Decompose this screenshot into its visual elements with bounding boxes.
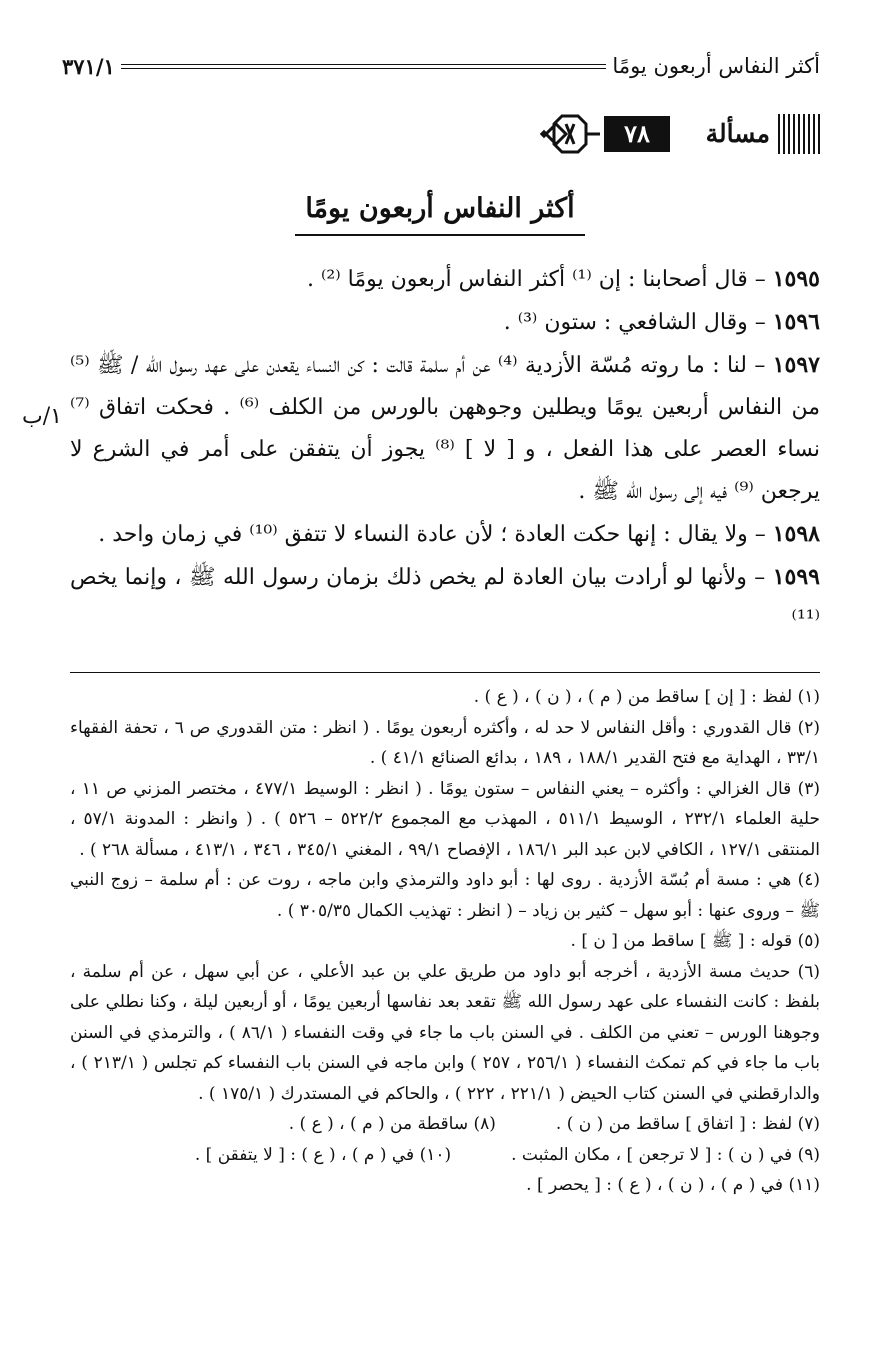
footnote-11: (١١) في ( م ) ، ( ن ) ، ( ع ) : [ يحصر ] . (526, 1175, 820, 1195)
masala-number: ٧٨ (604, 116, 670, 152)
paragraph-1595: ١٥٩٥ – قال أصحابنا : إن ⁽¹⁾ أكثر النفاس أربعون يومًا ⁽²⁾ . (307, 266, 820, 292)
footnote-7: (٧) لفظ : [ اتفاق ] ساقط من ( ن ) . (555, 1114, 820, 1134)
footnote-8: (٨) ساقطة من ( م ) ، ( ع ) . (288, 1114, 496, 1134)
footnote-10: (١٠) في ( م ) ، ( ع ) : [ لا يتفقن ] . (194, 1144, 452, 1165)
paragraph-1597: ١٥٩٧ – لنا : ما روته مُسّة الأزدية ⁽⁴⁾ عن أم سلمة قالت : كن النساء يقعدن على عهد رسول الله / ﷺ ⁽⁵⁾ من النفاس أربعين يومًا ويطلين وجوههن بالورس من الكلف ⁽⁶⁾ . فحكت اتفاق ⁽⁷⁾ نساء العصر على هذا الفعل ، و [ لا ] ⁽⁸⁾ يجوز أن يتفقن على أمر في الشرع لا يرجعن ⁽⁹⁾ فيه إلى رسول الله ﷺ . (70, 352, 820, 504)
footnote-row-7-8 (70, 1109, 820, 1140)
margin-folio-note: ١/ب (22, 404, 62, 429)
footnote-9: (٩) في ( ن ) : [ لا ترجعن ] ، مكان المثبت . (511, 1144, 820, 1165)
footnote-6: (٦) حديث مسة الأزدية ، أخرجه أبو داود من طريق علي بن عبد الأعلي ، عن أبي سهل ، عن أم سلمة ، بلفظ : كانت النفساء على عهد رسول الله ﷺ تقعد بعد نفاسها أربعين يومًا ، أو أربعين ليلة ، وكنا نطلي على وجوهنا الورس – تعني من الكلف . في السنن باب ما جاء في وقت النفساء ( ٨٦/١ ) ، والترمذي في السنن باب ما جاء في كم تمكث النفساء ( ٢٥٦/١ ، ٢٥٧ ) وابن ماجه في السنن باب النفساء كم تجلس ( ٢١٣/١ ) ، والدارقطني في السنن كتاب الحيض ( ٢٢١/١ ، ٢٢٢ ) ، والحاكم في المستدرك ( ١٧٥/١ ) . (70, 961, 821, 1104)
masala-banner (538, 106, 820, 162)
running-title: أكثر النفاس أربعون يومًا (612, 54, 820, 78)
geometric-ornament-icon (538, 106, 602, 162)
footnote-1: (١) لفظ : [ إن ] ساقط من ( م ) ، ( ن ) ، ( ع ) . (473, 687, 820, 707)
page-number: ٣٧١/١ (62, 53, 115, 79)
main-text (70, 258, 820, 641)
footnote-5: (٥) قوله : [ ﷺ ] ساقط من [ ن ] . (570, 931, 820, 951)
paragraph-1598: ١٥٩٨ – ولا يقال : إنها حكت العادة ؛ لأن عادة النساء لا تتفق ⁽¹⁰⁾ في زمان واحد . (98, 521, 820, 547)
paragraph-1596: ١٥٩٦ – وقال الشافعي : ستون ⁽³⁾ . (503, 309, 820, 335)
footnote-divider (70, 672, 820, 673)
banner-bars-ornament (778, 114, 820, 154)
footnotes (70, 682, 820, 1201)
footnote-4: (٤) هي : مسة أم بُسّة الأزدية . روى لها : أبو داود والترمذي وابن ماجه ، روت عن : أم سلمة – زوج النبي ﷺ – وروى عنها : أبو سهل – كثير بن زياد – ( انظر : تهذيب الكمال ٣٠٥/٣٥ ) . (70, 870, 820, 921)
running-header (62, 50, 820, 82)
footnote-3: (٣) قال الغزالي : وأكثره – يعني النفاس – ستون يومًا . ( انظر : الوسيط ٤٧٧/١ ، مختصر المزني ص ١١ ، حلية العلماء ٢٣٢/١ ، الوسيط ٥١١/١ ، المهذب مع المجموع ٥٢٢/٢ – ٥٢٦ ) . ( وانظر : المدونة ٥٧/١ ، المنتقى ١٢٧/١ ، الكافي لابن عبد البر ١٨٦/١ ، الإفصاح ٩٩/١ ، المغني ٣٤٥/١ ، ٣٤٦ ، ٤١٣/١ ، مسألة ٢٦٨ ) . (70, 778, 821, 860)
paragraph-1599: ١٥٩٩ – ولأنها لو أرادت بيان العادة لم يخص ذلك بزمان رسول الله ﷺ ، وإنما يخص ⁽¹¹⁾ (70, 564, 820, 632)
masala-label: مسألة (705, 119, 770, 148)
footnote-row-9-10 (70, 1140, 820, 1171)
header-rule (121, 64, 607, 69)
chapter-title: أكثر النفاس أربعون يومًا (295, 190, 585, 236)
footnote-2: (٢) قال القدوري : وأقل النفاس لا حد له ، وأكثره أربعون يومًا . ( انظر : متن القدوري ص ٦ ، تحفة الفقهاء ٣٣/١ ، الهداية مع فتح القدير ١٨٨/١ ، ١٨٩ ، بدائع الصنائع ٤١/١ ) . (70, 717, 820, 768)
